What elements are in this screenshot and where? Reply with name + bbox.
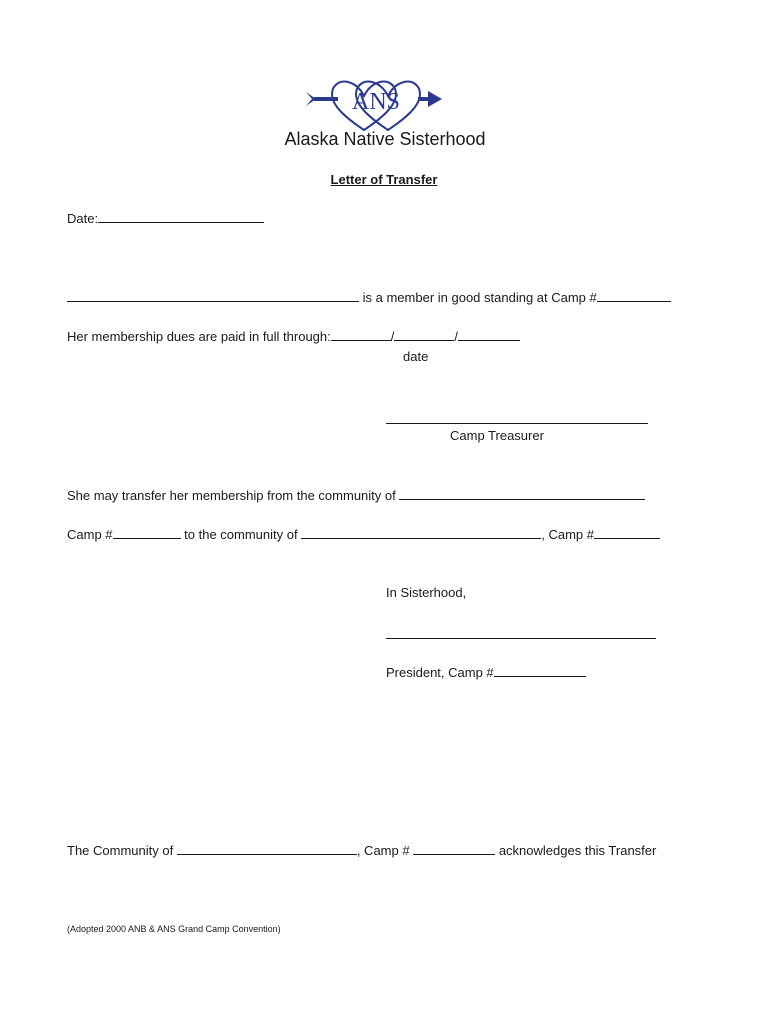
document-title: Letter of Transfer — [330, 172, 438, 187]
member-camp-field[interactable] — [597, 289, 671, 302]
footnote: (Adopted 2000 ANB & ANS Grand Camp Convention) — [67, 924, 281, 934]
date-row — [67, 210, 264, 227]
ack-community-field[interactable] — [177, 842, 357, 855]
closing-text: In Sisterhood, — [386, 585, 467, 600]
president-label: President, Camp # — [386, 665, 494, 680]
member-row — [67, 289, 671, 306]
transfer-from-row — [67, 487, 645, 504]
treasurer-signature-field[interactable] — [386, 423, 648, 424]
ack-camp: , Camp # — [356, 843, 410, 858]
dues-text: Her membership dues are paid in full through: — [67, 329, 331, 344]
from-camp-field[interactable] — [113, 526, 181, 539]
president-camp-field[interactable] — [494, 664, 586, 677]
date-field[interactable] — [98, 210, 264, 223]
ans-logo — [306, 80, 442, 132]
date-caption: date — [403, 349, 429, 364]
ack-suffix: acknowledges this Transfer — [498, 843, 657, 858]
to-community-text: to the community of — [184, 527, 298, 542]
member-clause: is a member in good standing at Camp # — [362, 290, 597, 305]
camp-prefix: Camp # — [67, 527, 113, 542]
to-camp-field[interactable] — [594, 526, 660, 539]
acknowledgement-row — [67, 842, 656, 859]
dues-year-field[interactable] — [458, 328, 520, 341]
camp-suffix: , Camp # — [541, 527, 594, 542]
date-separator: / — [454, 329, 459, 344]
ack-prefix: The Community of — [67, 843, 174, 858]
to-community-field[interactable] — [301, 526, 541, 539]
treasurer-caption: Camp Treasurer — [450, 428, 544, 443]
president-signature-field[interactable] — [386, 638, 656, 639]
date-separator: / — [390, 329, 395, 344]
logo-text: ANS — [351, 89, 401, 115]
from-community-field[interactable] — [399, 487, 645, 500]
transfer-to-row — [67, 526, 660, 543]
dues-day-field[interactable] — [394, 328, 454, 341]
member-name-field[interactable] — [67, 289, 359, 302]
dues-row — [67, 328, 520, 345]
org-name: Alaska Native Sisterhood — [284, 129, 486, 149]
president-row — [386, 664, 586, 681]
dues-month-field[interactable] — [331, 328, 391, 341]
ack-camp-field[interactable] — [413, 842, 495, 855]
date-label: Date: — [67, 211, 99, 226]
transfer-from-text: She may transfer her membership from the community of — [67, 488, 396, 503]
